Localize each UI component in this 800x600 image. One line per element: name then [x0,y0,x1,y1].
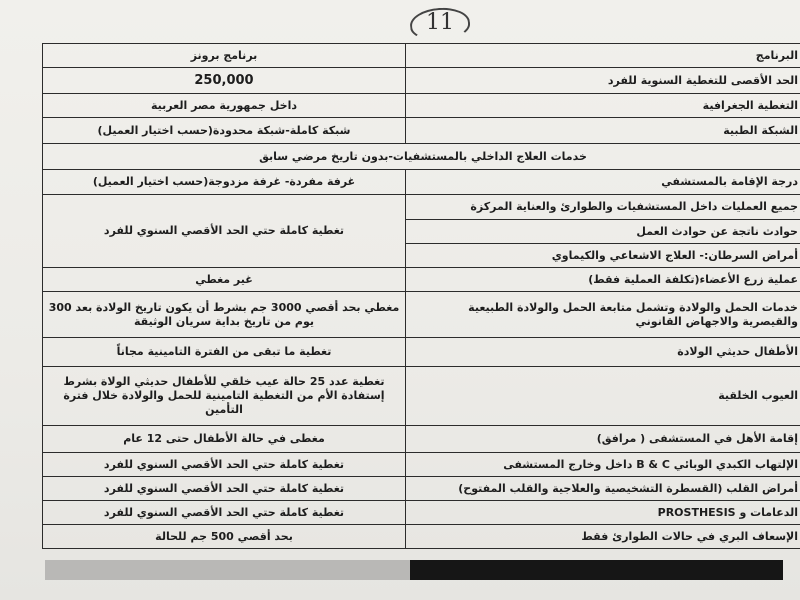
table-row [43,195,800,220]
row-value: مغطى في حالة الأطفال حتى 12 عام [43,426,406,453]
section-title-row [43,144,800,170]
print-edge-grey [45,560,410,580]
row-value: تغطية ما تبقى من الفترة التامينية مجاناً [43,338,406,367]
row-label: الأطفال حديثي الولادة [406,338,800,367]
table-header-row [43,44,800,68]
row-value: شبكة كاملة-شبكة محدودة(حسب اختيار العميل) [43,118,406,144]
row-label: التغطية الجغرافية [406,94,800,118]
section-title: خدمات العلاج الداخلي بالمستشفيات-بدون تاريخ مرضي سابق [43,144,800,170]
page-number: 11 [408,6,472,40]
coverage-table [42,43,800,549]
print-edge-bar [45,560,783,580]
row-label: إقامة الأهل في المستشفى ( مرافق) [406,426,800,453]
row-label: الدعامات و PROSTHESIS [406,501,800,525]
table-row [43,501,800,525]
row-value: غرفة مفردة- غرفة مزدوجة(حسب اختيار العميل) [43,170,406,195]
table-row [43,170,800,195]
row-value: تغطية كاملة حتي الحد الأقصي السنوي للفرد [43,477,406,501]
merged-row-value: تغطية كاملة حتي الحد الأقصي السنوي للفرد [43,195,406,268]
header-plan-name: برنامج برونز [43,44,406,68]
row-label: الشبكة الطبية [406,118,800,144]
row-value: تغطية كاملة حتي الحد الأقصي السنوي للفرد [43,453,406,477]
row-label: خدمات الحمل والولادة وتشمل متابعة الحمل والولادة الطبيعية والقيصرية والاجهاض القانوني [406,292,800,338]
header-program-label: البرنامج [406,44,800,68]
table-row [43,292,800,338]
row-label: جميع العمليات داخل المستشفيات والطوارئ والعناية المركزة [406,195,800,220]
row-label: الحد الأقصى للتغطية السنوية للفرد [406,68,800,94]
row-value: بحد أقصي 500 جم للحالة [43,525,406,549]
table-row [43,268,800,292]
row-value: داخل جمهورية مصر العربية [43,94,406,118]
table-row [43,338,800,367]
row-label: الإلتهاب الكبدي الوبائي B & C داخل وخارج المستشفى [406,453,800,477]
table-row [43,453,800,477]
row-value: 250,000 [43,68,406,94]
table-row [43,118,800,144]
row-label: الإسعاف البري في حالات الطوارئ فقط [406,525,800,549]
row-label: حوادث ناتجة عن حوادث العمل [406,220,800,244]
print-edge-dark [410,560,783,580]
table-row [43,367,800,426]
table-row [43,94,800,118]
table-row [43,525,800,549]
row-value: غير مغطي [43,268,406,292]
row-value: تغطية كاملة حتي الحد الأقصي السنوي للفرد [43,501,406,525]
row-label: درجة الإقامة بالمستشفي [406,170,800,195]
row-value: مغطي بحد أقصي 3000 جم بشرط أن يكون تاريخ الولادة بعد 300 يوم من تاريخ بداية سريان الوثيقة [43,292,406,338]
table-row [43,477,800,501]
table-row [43,68,800,94]
row-label: أمراض القلب (القسطرة التشخيصية والعلاجية والقلب المفتوح) [406,477,800,501]
table-row [43,426,800,453]
row-value: تغطية عدد 25 حالة عيب خلقي للأطفال حديثي الولاة بشرط إستفادة الأم من التغطية التامينية للحمل والولادة خلال فترة التأمين [43,367,406,426]
row-label: أمراض السرطان:- العلاج الاشعاعي والكيماوي [406,244,800,268]
row-label: العيوب الخلقية [406,367,800,426]
row-label: عملية زرع الأعضاء(تكلفة العملية فقط) [406,268,800,292]
